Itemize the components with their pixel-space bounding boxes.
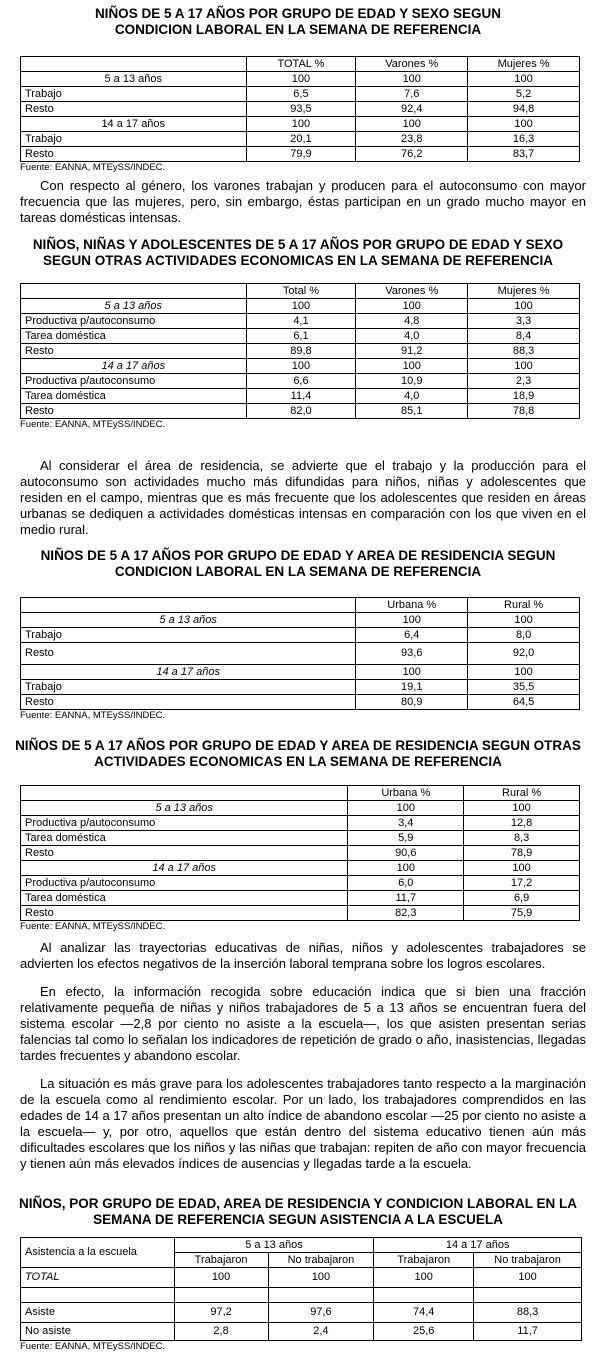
row-label: Resto [21,906,348,921]
section-table-4 [0,738,596,933]
cell: 76,2 [356,147,468,162]
body-text: En efecto, la información recogida sobre educación indica que si bien una fracción relativamente pequeña de niñas y niños trabajadores de 5 a 13 años se encuentran fuera del sistema escolar —2,8 por ciento no asiste a la escuela—, los que asisten presentan serias falencias tal como lo señalan los indicadores de repetición de grado o año, inasistencias, llegadas tardes frecuentes y abandono escolar. [20,984,586,1063]
table-1-title: NIÑOS DE 5 A 17 AÑOS POR GRUPO DE EDAD Y SEXO SEGUN CONDICION LABORAL EN LA SEMANA DE REFERENCIA [94,6,502,37]
section-table-5 [0,1196,596,1353]
table-header-row [21,57,580,72]
cell: 5,9 [348,831,464,846]
group-label: 14 a 17 años [21,665,356,680]
group-label: 14 a 17 años [21,117,247,132]
group-label: 5 a 13 años [21,72,247,87]
row-label: Trabajo [21,628,356,643]
cell: 100 [246,72,356,87]
cell: 82,0 [246,404,356,419]
cell: 4,0 [356,389,468,404]
cell: 100 [468,299,580,314]
cell: 85,1 [356,404,468,419]
group-header: 5 a 13 años [174,1238,374,1253]
table-row [21,906,580,921]
table-header-row [21,786,580,801]
group-label: 5 a 13 años [21,299,247,314]
row-label: Resto [21,695,356,710]
cell: 6,4 [356,628,468,643]
table-row [21,117,580,132]
row-label: Trabajo [21,87,247,102]
section-table-2 [0,237,596,431]
cell: 3,3 [468,314,580,329]
header-cell [21,284,247,299]
cell: 6,5 [246,87,356,102]
cell: 23,8 [356,132,468,147]
table-row [21,695,580,710]
table-row [21,861,580,876]
cell: 11,7 [474,1323,582,1341]
cell: 100 [348,861,464,876]
cell: 35,5 [468,680,580,695]
cell: 91,2 [356,344,468,359]
row-label: Productiva p/autoconsumo [21,314,247,329]
source-note: Fuente: EANNA, MTEySS/INDEC. [20,1341,166,1352]
cell: 92,4 [356,102,468,117]
row-label: Productiva p/autoconsumo [21,816,348,831]
cell: 94,8 [468,102,580,117]
cell: 10,9 [356,374,468,389]
row-label: Trabajo [21,680,356,695]
cell: 11,4 [246,389,356,404]
paragraph-2 [0,458,596,538]
table-3-title: NIÑOS DE 5 A 17 AÑOS POR GRUPO DE EDAD Y AREA DE RESIDENCIA SEGUN CONDICION LABORAL EN LA SEMANA DE REFERENCIA [40,548,556,579]
cell: 100 [468,359,580,374]
table-row [21,831,580,846]
table-5 [20,1237,582,1341]
table-4-title: NIÑOS DE 5 A 17 AÑOS POR GRUPO DE EDAD Y AREA DE RESIDENCIA SEGUN OTRAS ACTIVIDADES ECONOMICAS EN LA SEMANA DE REFERENCIA [15,738,581,769]
cell: 6,9 [464,891,580,906]
table-row [21,801,580,816]
row-label: Resto [21,147,247,162]
header-cell: Varones % [356,284,468,299]
cell: 100 [356,665,468,680]
table-3 [20,597,580,710]
row-label: Trabajo [21,132,247,147]
row-label: Tarea doméstica [21,891,348,906]
row-label: Resto [21,643,356,665]
header-cell: Varones % [356,57,468,72]
cell: 7,6 [356,87,468,102]
cell: 6,0 [348,876,464,891]
group-header: 14 a 17 años [374,1238,582,1253]
cell: 100 [464,801,580,816]
cell: 100 [474,1268,582,1288]
table-row [21,132,580,147]
subheader-cell: Trabajaron [374,1253,474,1268]
cell: 78,9 [464,846,580,861]
table-row [21,613,580,628]
table-row [21,314,580,329]
row-label: Tarea doméstica [21,329,247,344]
paragraph-1 [0,178,596,226]
cell: 17,2 [464,876,580,891]
table-header-row [21,284,580,299]
source-note: Fuente: EANNA, MTEySS/INDEC. [20,921,166,932]
header-cell: Mujeres % [468,57,580,72]
body-text: Al considerar el área de residencia, se advierte que el trabajo y la producción para el autoconsumo son actividades mucho más difundidas para niños, niñas y adolescentes que residen en el campo, mientras que es más frecuente que los adolescentes que residen en áreas urbanas se dediquen a actividades domésticas intensas en comparación con los que viven en el medio rural. [20,458,586,537]
cell: 100 [356,117,468,132]
table-row [21,891,580,906]
paragraph-3 [0,940,596,972]
cell: 89,8 [246,344,356,359]
table-row [21,404,580,419]
table-row [21,374,580,389]
table-row [21,665,580,680]
cell: 78,8 [468,404,580,419]
cell: 4,8 [356,314,468,329]
cell: 100 [468,72,580,87]
cell: 8,4 [468,329,580,344]
cell: 100 [174,1268,268,1288]
row-label: Resto [21,102,247,117]
table-row [21,1268,582,1288]
row-label: Resto [21,846,348,861]
row-header-cell: Asistencia a la escuela [21,1238,175,1268]
header-cell: Urbana % [356,598,468,613]
header-cell: Mujeres % [468,284,580,299]
body-text: Al analizar las trayectorias educativas de niñas, niños y adolescentes trabajadores se advierten los efectos negativos de la inserción laboral temprana sobre los logros escolares. [20,940,586,971]
table-row [21,846,580,861]
cell: 2,4 [268,1323,374,1341]
cell: 5,2 [468,87,580,102]
cell: 20,1 [246,132,356,147]
header-cell [21,786,348,801]
cell: 97,6 [268,1303,374,1323]
cell: 4,1 [246,314,356,329]
row-label: Productiva p/autoconsumo [21,876,348,891]
subheader-cell: Trabajaron [174,1253,268,1268]
table-row [21,643,580,665]
cell: 3,4 [348,816,464,831]
cell: 8,3 [464,831,580,846]
row-label: No asiste [21,1323,175,1341]
source-note: Fuente: EANNA, MTEySS/INDEC. [20,419,166,430]
cell: 8,0 [468,628,580,643]
cell: 100 [468,117,580,132]
cell: 100 [464,861,580,876]
cell: 100 [468,613,580,628]
total-label: TOTAL [21,1268,175,1288]
cell: 79,9 [246,147,356,162]
table-row [21,344,580,359]
cell: 2,3 [468,374,580,389]
cell: 100 [356,72,468,87]
table-row [21,147,580,162]
table-2-title: NIÑOS, NIÑAS Y ADOLESCENTES DE 5 A 17 AÑOS POR GRUPO DE EDAD Y SEXO SEGUN OTRAS ACTIVIDADES ECONOMICAS EN LA SEMANA DE REFERENCIA [32,237,564,268]
table-5-title: NIÑOS, POR GRUPO DE EDAD, AREA DE RESIDENCIA Y CONDICION LABORAL EN LA SEMANA DE REFERENCIA SEGUN ASISTENCIA A LA ESCUELA [18,1196,578,1227]
cell: 92,0 [468,643,580,665]
cell: 100 [268,1268,374,1288]
row-label: Asiste [21,1303,175,1323]
group-label: 5 a 13 años [21,613,356,628]
paragraph-5 [0,1076,596,1172]
cell: 93,5 [246,102,356,117]
group-label: 14 a 17 años [21,861,348,876]
header-cell [21,598,356,613]
cell: 100 [246,359,356,374]
table-row [21,329,580,344]
cell: 2,8 [174,1323,268,1341]
table-row [21,816,580,831]
cell: 11,7 [348,891,464,906]
cell: 88,3 [468,344,580,359]
header-cell: TOTAL % [246,57,356,72]
row-label: Tarea doméstica [21,831,348,846]
cell: 6,6 [246,374,356,389]
body-text: La situación es más grave para los adolescentes trabajadores tanto respecto a la marginación de la escuela como al rendimiento escolar. Por un lado, los trabajadores comprendidos en las edades de 14 a 17 años presentan un alto índice de abandono escolar —25 por ciento no asiste a la escuela— y, por otro, aquellos que están dentro del sistema educativo tienen aún más dificultades escolares que los niños y las niñas que trabajan: repiten de año con mayor frecuencia y tienen aún más elevados índices de ausencias y llegadas tarde a la escuela. [20,1076,586,1171]
group-label: 5 a 13 años [21,801,348,816]
header-cell: Urbana % [348,786,464,801]
subheader-cell: No trabajaron [474,1253,582,1268]
table-row [21,87,580,102]
table-row [21,680,580,695]
cell: 100 [356,359,468,374]
cell: 100 [246,299,356,314]
section-table-3 [0,548,596,722]
subheader-cell: No trabajaron [268,1253,374,1268]
table-row [21,876,580,891]
table-row [21,359,580,374]
table-row [21,102,580,117]
table-row [21,628,580,643]
body-text: Con respecto al género, los varones trabajan y producen para el autoconsumo con mayor frecuencia que las mujeres, pero, sin embargo, éstas participan en un grado mucho mayor en tareas domésticas intensas. [20,178,586,225]
table-row [21,389,580,404]
cell: 100 [348,801,464,816]
header-cell: Rural % [464,786,580,801]
cell: 88,3 [474,1303,582,1323]
spacer-row [21,1288,582,1303]
table-row [21,299,580,314]
cell: 19,1 [356,680,468,695]
cell: 100 [356,299,468,314]
cell: 100 [468,665,580,680]
cell: 25,6 [374,1323,474,1341]
row-label: Tarea doméstica [21,389,247,404]
source-note: Fuente: EANNA, MTEySS/INDEC. [20,162,166,173]
row-label: Productiva p/autoconsumo [21,374,247,389]
table-row [21,72,580,87]
cell: 93,6 [356,643,468,665]
cell: 80,9 [356,695,468,710]
cell: 75,9 [464,906,580,921]
row-label: Resto [21,404,247,419]
header-cell [21,57,247,72]
cell: 64,5 [468,695,580,710]
header-cell: Rural % [468,598,580,613]
cell: 100 [356,613,468,628]
cell: 74,4 [374,1303,474,1323]
cell: 100 [374,1268,474,1288]
table-1 [20,56,580,162]
cell: 100 [246,117,356,132]
cell: 16,3 [468,132,580,147]
cell: 97,2 [174,1303,268,1323]
cell: 12,8 [464,816,580,831]
cell: 18,9 [468,389,580,404]
section-table-1 [0,6,596,174]
cell: 4,0 [356,329,468,344]
source-note: Fuente: EANNA, MTEySS/INDEC. [20,710,166,721]
cell: 6,1 [246,329,356,344]
cell: 90,6 [348,846,464,861]
row-label: Resto [21,344,247,359]
table-4 [20,785,580,921]
cell: 83,7 [468,147,580,162]
paragraph-4 [0,984,596,1064]
table-2 [20,283,580,419]
table-header-row [21,598,580,613]
cell: 82,3 [348,906,464,921]
header-cell: Total % [246,284,356,299]
table-header-row [21,1238,582,1253]
table-row [21,1323,582,1341]
table-row [21,1303,582,1323]
group-label: 14 a 17 años [21,359,247,374]
